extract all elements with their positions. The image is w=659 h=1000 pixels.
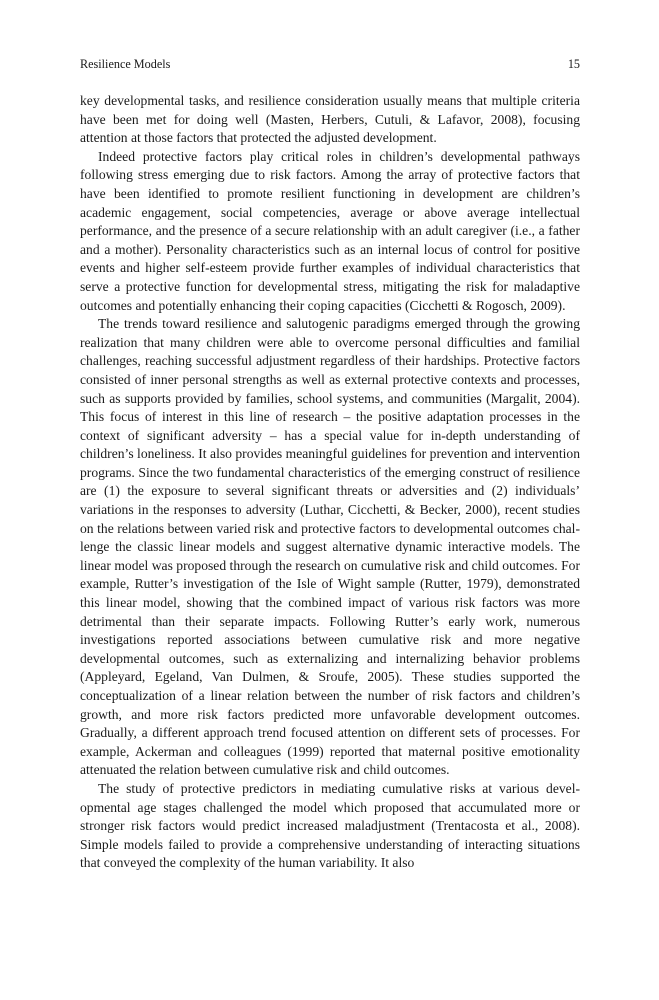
paragraph-1: key developmental tasks, and resilience consideration usually means that multiple criteria have been met for doing well (Masten, Herbers, Cutuli, & Lafavor, 2008), focusing attention at those factors that protected the adjusted development. xyxy=(80,93,580,146)
paragraph-3: The trends toward resilience and salutogenic paradigms emerged through the growing realization that many children were able to overcome personal difficulties and familial challenges, reaching successful adjustment regardless of their hardships. Protective factors consisted of inner personal strengths as well as external protective contexts and processes, such as supports provided by families, school systems, and communities (Margalit, 2004). This focus of interest in this line of research – the positive adaptation processes in the context of significant adversity – has a special value for in-depth understanding of children’s loneliness. It also provides meaningful guidelines for prevention and intervention programs. Since the two fundamental characteristics of the emerging construct of resilience are (1) the exposure to several significant threats or adversities and (2) individuals’ variations in the responses to adversity (Luthar, Cicchetti, & Becker, 2000), recent studies on the relations between varied risk and protective factors to developmental outcomes challenge the classic linear models and suggest alternative dynamic interactive models. The linear model was proposed through the research on cumulative risk and child outcomes. For example, Rutter’s investigation of the Isle of Wight sample (Rutter, 1979), demonstrated this linear model, showing that the combined impact of various risk factors was more detrimental than their separate impacts. Following Rutter’s early work, numerous investigations reported associations between cumulative risk and more negative developmental outcomes, such as externalizing and internalizing behavior problems (Appleyard, Egeland, Van Dulmen, & Sroufe, 2005). These studies supported the conceptualization of a linear relation between the number of risk factors and children’s growth, and more risk factors predicted more unfavorable development outcomes. Gradually, a different approach trend focused attention on different sets of processes. For example, Ackerman and colleagues (1999) reported that maternal positive emotionality attenuated the relation between cumulative risk and child outcomes. xyxy=(80,316,580,778)
paragraph-2: Indeed protective factors play critical roles in children’s developmental pathways following stress emerging due to risk factors. Among the array of protective factors that have been identified to promote resilient functioning in development are children’s academic engagement, social competencies, average or above average intellectual performance, and the presence of a secure relationship with an adult caregiver (i.e., a father and a mother). Personality characteristics such as an internal locus of control for positive events and higher self-esteem provide further examples of individual characteristics that serve a protective function for developmental stress, mitigating the risk for maladaptive outcomes and potentially enhancing their coping capacities (Cicchetti & Rogosch, 2009). xyxy=(80,148,580,313)
page-number: 15 xyxy=(567,57,580,71)
running-title: Resilience Models xyxy=(80,57,171,71)
body-text xyxy=(80,92,580,873)
paragraph-4: The study of protective predictors in mediating cumulative risks at various developmental age stages challenged the model which proposed that accumulated more or stronger risk factors would predict increased maladjustment (Trentacosta et al., 2008). Simple models failed to provide a comprehensive understanding of interacting situations that conveyed the complexity of the human variability. It also xyxy=(80,780,580,871)
